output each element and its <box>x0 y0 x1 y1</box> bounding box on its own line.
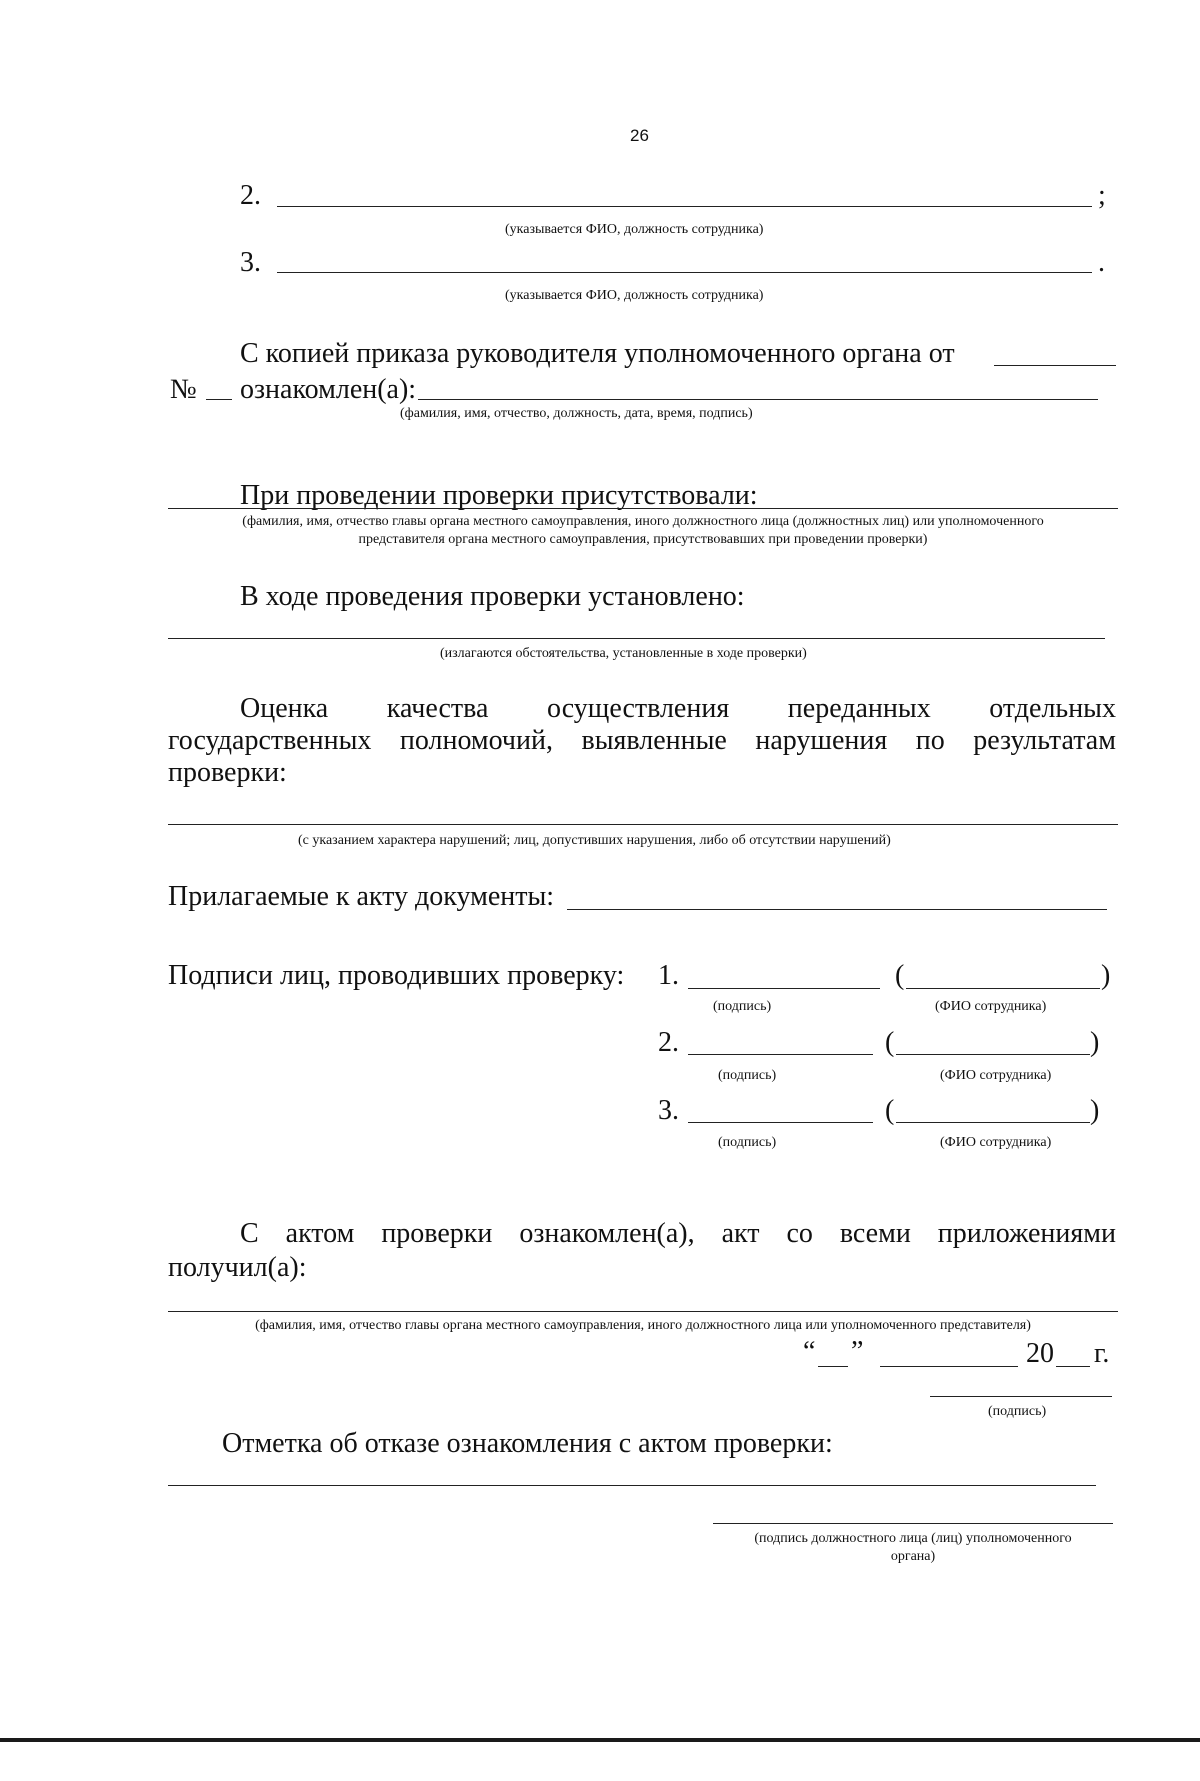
fill-line <box>418 399 1098 400</box>
order-copy-text: С копией приказа руководителя уполномоченного органа от <box>240 338 955 369</box>
year-prefix: 20 <box>1026 1338 1054 1369</box>
signature-line <box>713 1523 1113 1524</box>
signature-number: 3. <box>658 1095 679 1126</box>
fill-line <box>277 272 1092 273</box>
fill-line <box>168 508 1118 509</box>
day-fill-line <box>818 1366 848 1367</box>
signature-line <box>688 1122 873 1123</box>
fill-line <box>168 638 1105 639</box>
refusal-caption: органа) <box>890 1549 936 1564</box>
field-caption: (фамилия, имя, отчество, должность, дата, время, подпись) <box>400 406 753 421</box>
field-caption: (с указанием характера нарушений; лиц, допустивших нарушения, либо об отсутствии нарушений) <box>298 833 891 848</box>
year-suffix: г. <box>1094 1338 1110 1369</box>
quote-close: ” <box>851 1336 864 1367</box>
close-paren: ) <box>1090 1027 1100 1058</box>
refusal-caption: (подпись должностного лица (лиц) уполномоченного <box>754 1531 1072 1546</box>
fill-line <box>277 206 1092 207</box>
assessment-line-1: Оценка качества осуществления переданных отдельных <box>240 693 1116 724</box>
act-received-line-1: С актом проверки ознакомлен(а), акт со всеми приложениями <box>240 1218 1116 1249</box>
fill-line <box>168 1485 1096 1486</box>
list-item-number: 3. <box>240 247 261 278</box>
assessment-line-3: проверки: <box>168 757 287 788</box>
fill-line <box>168 824 1118 825</box>
close-paren: ) <box>1101 960 1111 991</box>
fill-line <box>168 1311 1118 1312</box>
field-caption: (указывается ФИО, должность сотрудника) <box>505 288 764 303</box>
name-line <box>906 988 1100 989</box>
number-sign: № <box>170 374 197 405</box>
close-paren: ) <box>1090 1095 1100 1126</box>
date-fill-line <box>994 365 1116 366</box>
established-heading: В ходе проведения проверки установлено: <box>240 581 745 612</box>
name-line <box>896 1054 1090 1055</box>
present-heading: При проведении проверки присутствовали: <box>240 480 758 511</box>
page-number: 26 <box>630 126 649 145</box>
signature-line <box>688 1054 873 1055</box>
list-item-number: 2. <box>240 180 261 211</box>
list-item-end: . <box>1098 247 1105 278</box>
field-caption: (фамилия, имя, отчество главы органа местного самоуправления, иного должностного лица или уполномоченного представителя) <box>255 1318 1031 1333</box>
year-fill-line <box>1056 1366 1090 1367</box>
refusal-heading: Отметка об отказе ознакомления с актом проверки: <box>222 1428 833 1459</box>
open-paren: ( <box>885 1095 895 1126</box>
name-caption: (ФИО сотрудника) <box>940 1068 1052 1083</box>
number-fill-line <box>206 399 232 400</box>
field-caption: представителя органа местного самоуправления, присутствовавших при проведении проверки) <box>358 532 928 547</box>
open-paren: ( <box>895 960 905 991</box>
field-caption: (указывается ФИО, должность сотрудника) <box>505 222 764 237</box>
name-line <box>896 1122 1090 1123</box>
signature-number: 2. <box>658 1027 679 1058</box>
sign-caption: (подпись) <box>713 999 772 1014</box>
attachments-label: Прилагаемые к акту документы: <box>168 881 555 912</box>
bottom-border-line <box>0 1738 1200 1742</box>
sign-caption: (подпись) <box>988 1404 1047 1419</box>
list-item-end: ; <box>1098 180 1106 211</box>
act-received-line-2: получил(а): <box>168 1252 307 1283</box>
quote-open: “ <box>803 1336 816 1367</box>
acquainted-label: ознакомлен(а): <box>240 374 417 405</box>
month-fill-line <box>880 1366 1018 1367</box>
signature-line <box>688 988 880 989</box>
sign-caption: (подпись) <box>718 1068 777 1083</box>
signatures-label: Подписи лиц, проводивших проверку: <box>168 960 625 991</box>
field-caption: (фамилия, имя, отчество главы органа местного самоуправления, иного должностного лица (должностных лиц) или уполномоченного <box>242 514 1044 529</box>
sign-caption: (подпись) <box>718 1135 777 1150</box>
name-caption: (ФИО сотрудника) <box>935 999 1047 1014</box>
field-caption: (излагаются обстоятельства, установленные в ходе проверки) <box>440 646 807 661</box>
name-caption: (ФИО сотрудника) <box>940 1135 1052 1150</box>
signature-line <box>930 1396 1112 1397</box>
open-paren: ( <box>885 1027 895 1058</box>
assessment-line-2: государственных полномочий, выявленные нарушения по результатам <box>168 725 1116 756</box>
signature-number: 1. <box>658 960 679 991</box>
fill-line <box>567 909 1107 910</box>
